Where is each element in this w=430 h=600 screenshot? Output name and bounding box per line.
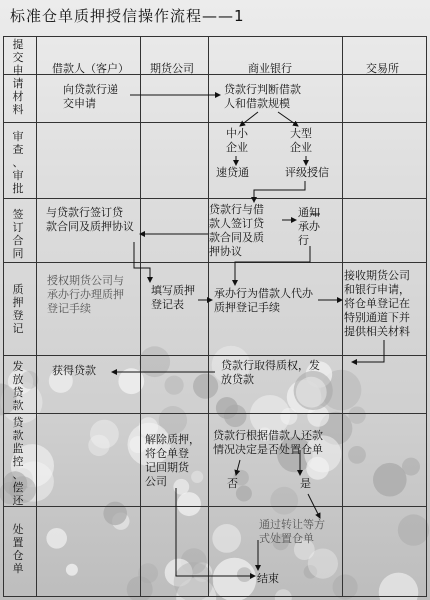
node-large-enterprise: 大型 企业 bbox=[290, 127, 312, 154]
node-yes: 是 bbox=[300, 477, 311, 490]
row-header-monitor: 贷 款 监 控 、 偿 还 bbox=[12, 416, 24, 507]
node-exchange: 接收期货公司 和银行申请， 将仓单登记在 特别通道下并 提供相关材料 bbox=[344, 269, 410, 338]
row-header-dispose: 处 置 仓 单 bbox=[12, 523, 24, 575]
node-sudaitong: 速贷通 bbox=[216, 166, 249, 179]
node-fill-form: 填写质押 登记表 bbox=[151, 284, 195, 311]
column-header-borrower: 借款人（客户） bbox=[52, 62, 129, 75]
node-dispose: 通过转让等方 式处置仓单 bbox=[259, 518, 325, 545]
node-end: 结束 bbox=[257, 572, 279, 585]
node-get-loan: 获得贷款 bbox=[52, 364, 96, 377]
node-small-enterprise: 中小 企业 bbox=[226, 127, 248, 154]
page-title: 标准仓单质押授信操作流程——1 bbox=[10, 7, 245, 25]
column-header-exchange: 交易所 bbox=[366, 62, 399, 75]
node-bank-contract: 贷款行与借 款人签订贷 款合同及质 押协议 bbox=[209, 203, 264, 258]
node-bank-register: 承办行为借款人代办 质押登记手续 bbox=[214, 287, 313, 314]
node-bank-judge: 贷款行判断借款 人和借款规模 bbox=[224, 83, 301, 110]
row-header-contract: 签 订 合 同 bbox=[12, 208, 24, 260]
column-header-futures: 期货公司 bbox=[150, 62, 194, 75]
node-no: 否 bbox=[227, 477, 238, 490]
column-header-bank: 商业银行 bbox=[248, 62, 292, 75]
row-header-issue: 发 放 贷 款 bbox=[12, 360, 24, 412]
node-authorize: 授权期货公司与 承办行办理质押 登记手续 bbox=[47, 274, 124, 315]
row-header-review: 审 查 、 审 批 bbox=[12, 130, 24, 195]
node-monitor: 贷款行根据借款人还款 情况决定是否处置仓单 bbox=[213, 429, 323, 456]
node-issue-loan: 贷款行取得质权，发 放贷款 bbox=[221, 359, 320, 386]
node-rating: 评级授信 bbox=[285, 166, 329, 179]
row-header-pledge: 质 押 登 记 bbox=[12, 283, 24, 335]
row-header-apply: 提 交 申 请 材 料 bbox=[12, 38, 24, 116]
node-apply: 向贷款行递 交申请 bbox=[63, 83, 118, 110]
node-notify: 通知 承办 行 bbox=[298, 206, 320, 247]
node-release: 解除质押， 将仓单登 记回期货 公司 bbox=[145, 433, 200, 488]
node-borrower-contract: 与贷款行签订贷 款合同及质押协议 bbox=[46, 206, 134, 233]
